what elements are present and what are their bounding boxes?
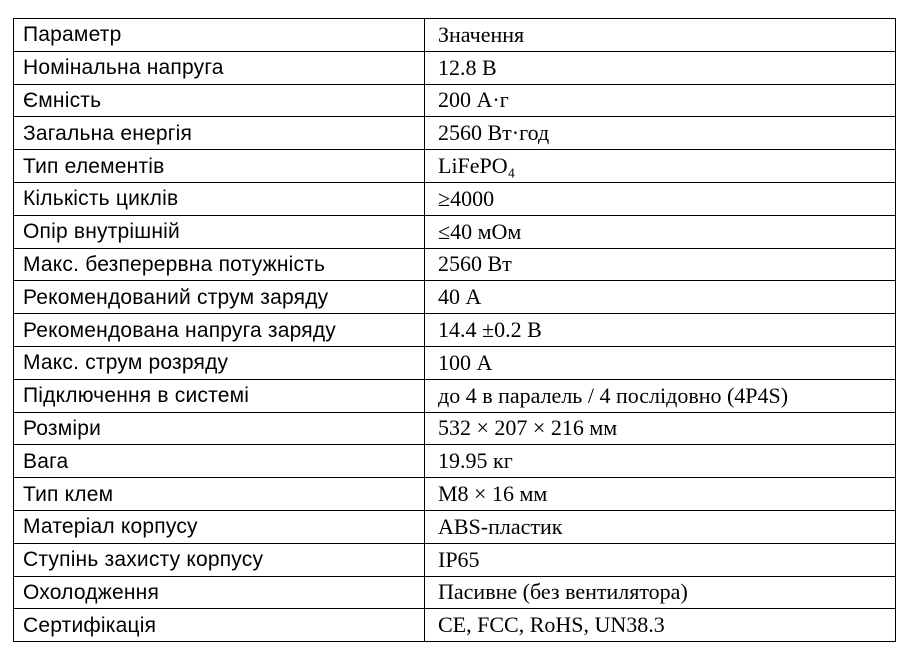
row-param: Макс. струм розряду	[14, 346, 425, 379]
row-value: 2560 Вт·год	[425, 117, 896, 150]
row-param: Сертифікація	[14, 609, 425, 642]
row-value: 2560 Вт	[425, 248, 896, 281]
row-value: IP65	[425, 543, 896, 576]
row-value: до 4 в паралель / 4 послідовно (4P4S)	[425, 379, 896, 412]
row-param: Макс. безперервна потужність	[14, 248, 425, 281]
row-param: Розміри	[14, 412, 425, 445]
row-value: 14.4 ±0.2 В	[425, 314, 896, 347]
row-param: Загальна енергія	[14, 117, 425, 150]
table-row	[14, 51, 896, 84]
spec-table	[13, 18, 896, 642]
header-value: Значення	[425, 19, 896, 52]
table-row	[14, 150, 896, 183]
row-value: 200 А·г	[425, 84, 896, 117]
header-param: Параметр	[14, 19, 425, 52]
table-row	[14, 445, 896, 478]
table-row	[14, 510, 896, 543]
table-row	[14, 379, 896, 412]
row-value: 12.8 В	[425, 51, 896, 84]
table-row	[14, 215, 896, 248]
row-param: Ступінь захисту корпусу	[14, 543, 425, 576]
row-param: Кількість циклів	[14, 182, 425, 215]
row-value: 100 А	[425, 346, 896, 379]
table-row	[14, 576, 896, 609]
row-value: Пасивне (без вентилятора)	[425, 576, 896, 609]
row-value: ≥4000	[425, 182, 896, 215]
row-value: ≤40 мОм	[425, 215, 896, 248]
row-value: 532 × 207 × 216 мм	[425, 412, 896, 445]
row-value: LiFePO₄	[425, 150, 896, 183]
row-value: CE, FCC, RoHS, UN38.3	[425, 609, 896, 642]
table-row	[14, 478, 896, 511]
row-param: Ємність	[14, 84, 425, 117]
row-param: Вага	[14, 445, 425, 478]
row-param: Тип клем	[14, 478, 425, 511]
row-param: Тип елементів	[14, 150, 425, 183]
table-row	[14, 182, 896, 215]
row-param: Рекомендована напруга заряду	[14, 314, 425, 347]
row-param: Матеріал корпусу	[14, 510, 425, 543]
row-value: 40 А	[425, 281, 896, 314]
table-row	[14, 609, 896, 642]
table-row	[14, 314, 896, 347]
row-param: Опір внутрішній	[14, 215, 425, 248]
row-value: 19.95 кг	[425, 445, 896, 478]
table-row	[14, 84, 896, 117]
table-row	[14, 346, 896, 379]
table-row	[14, 248, 896, 281]
table-row	[14, 543, 896, 576]
table-row	[14, 412, 896, 445]
row-param: Номінальна напруга	[14, 51, 425, 84]
row-param: Підключення в системі	[14, 379, 425, 412]
row-value: ABS-пластик	[425, 510, 896, 543]
table-header-row	[14, 19, 896, 52]
row-param: Рекомендований струм заряду	[14, 281, 425, 314]
row-value: M8 × 16 мм	[425, 478, 896, 511]
table-row	[14, 117, 896, 150]
table-row	[14, 281, 896, 314]
row-param: Охолодження	[14, 576, 425, 609]
